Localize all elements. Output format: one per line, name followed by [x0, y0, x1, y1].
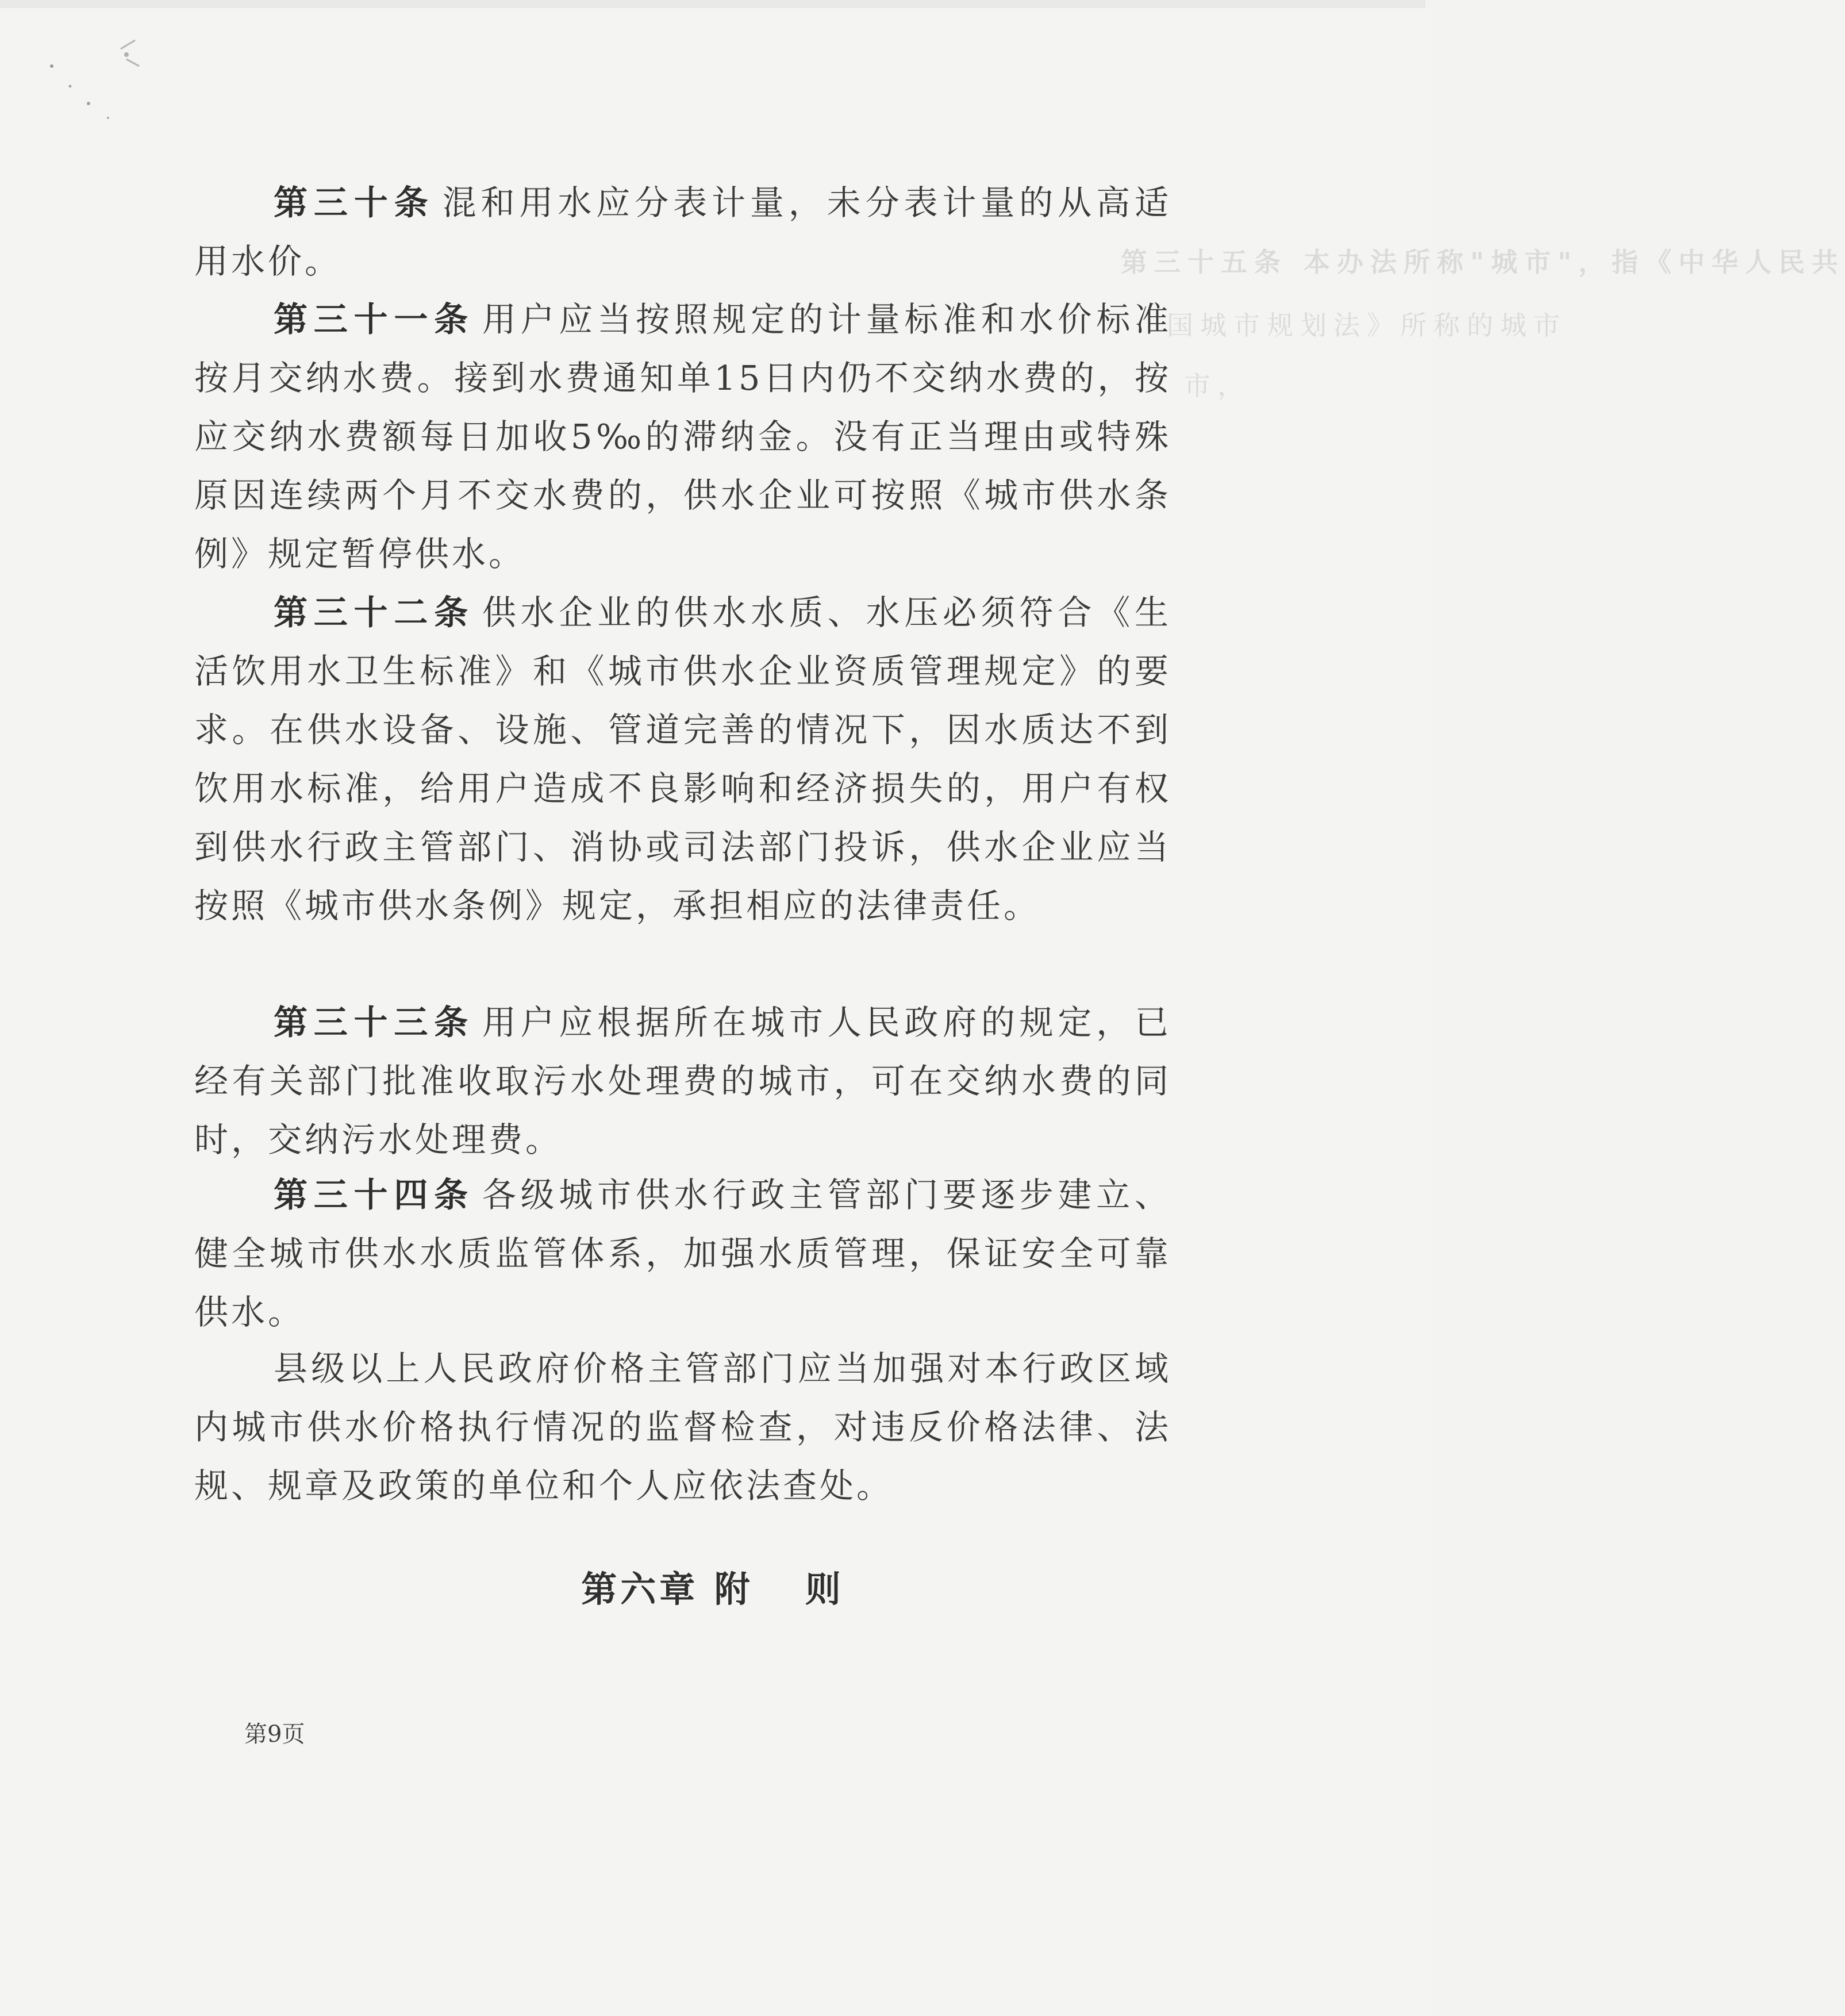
- paper-specks-icon: [40, 32, 149, 129]
- article-number: 第三十二条: [274, 593, 474, 632]
- scan-edge: [0, 0, 1425, 8]
- article-number: 第三十四条: [274, 1175, 474, 1215]
- article-33: [194, 993, 1171, 1169]
- price-supervision-paragraph: 县级以上人民政府价格主管部门应当加强对本行政区域内城市供水价格执行情况的监督检查，对违反价格法律、法规、规章及政策的单位和个人应依法查处。: [194, 1349, 1171, 1506]
- bleed-through-line-1: 第三十五条 本办法所称"城市"，指《中华人民共: [1121, 247, 1845, 278]
- bleed-through-line-3: 市，: [1184, 370, 1251, 401]
- article-32: [194, 583, 1171, 935]
- article-text: 用户应根据所在城市人民政府的规定，已经有关部门批准收取污水处理费的城市，可在交纳水费的同时，交纳污水处理费。: [194, 1003, 1171, 1159]
- article-text: 用户应当按照规定的计量标准和水价标准按月交纳水费。接到水费通知单15日内仍不交纳水费的，按应交纳水费额每日加收5‰的滞纳金。没有正当理由或特殊原因连续两个月不交水费的，供水企业可按照《城市供水条例》规定暂停供水。: [194, 299, 1171, 574]
- article-text: 供水企业的供水水质、水压必须符合《生活饮用水卫生标准》和《城市供水企业资质管理规定》的要求。在供水设备、设施、管道完善的情况下，因水质达不到饮用水标准，给用户造成不良影响和经济损失的，用户有权到供水行政主管部门、消协或司法部门投诉，供水企业应当按照《城市供水条例》规定，承担相应的法律责任。: [194, 593, 1171, 926]
- article-number: 第三十三条: [274, 1003, 474, 1042]
- bleed-through-line-2: 国城市规划法》所称的城市: [1167, 310, 1567, 341]
- chapter-heading: [0, 1561, 1425, 1612]
- chapter-heading-part2: 则: [805, 1568, 844, 1610]
- article-31: [194, 290, 1171, 583]
- article-34: [194, 1166, 1171, 1342]
- page-number: 第9页: [244, 1721, 305, 1748]
- article-number: 第三十条: [274, 183, 435, 222]
- article-30: [194, 174, 1171, 291]
- article-number: 第三十一条: [274, 299, 474, 339]
- article-text: 各级城市供水行政主管部门要逐步建立、健全城市供水水质监管体系，加强水质管理，保证安全可靠供水。: [194, 1175, 1171, 1332]
- article-text: 混和用水应分表计量，未分表计量的从高适用水价。: [194, 183, 1171, 281]
- chapter-heading-part1: 第六章 附: [581, 1568, 754, 1610]
